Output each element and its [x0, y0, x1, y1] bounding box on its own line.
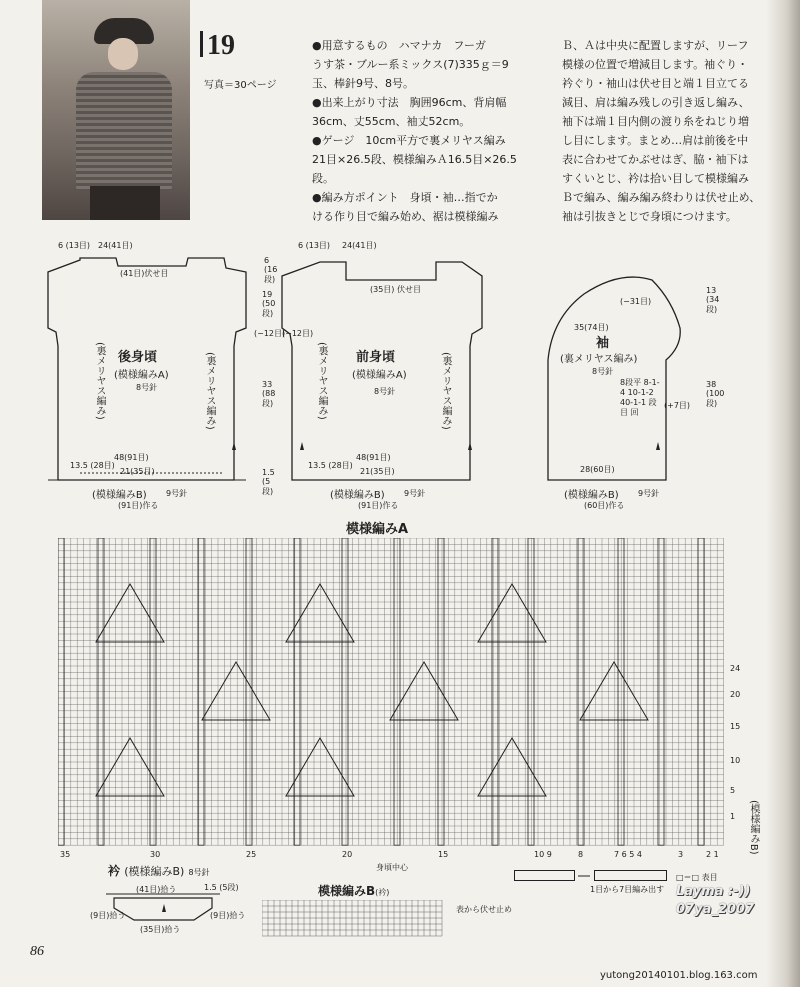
- col-number: 35: [60, 850, 71, 859]
- site-url: yutong20140101.blog.163.com: [600, 970, 758, 981]
- col-number: 3: [678, 850, 684, 859]
- instruction-line: 衿ぐり・袖山は伏せ目と端１目立てる: [562, 77, 749, 90]
- center-label: 身頃中心: [376, 863, 408, 872]
- col-number: 20: [342, 850, 353, 859]
- chart-b-title: [318, 882, 389, 899]
- collar-height: 1.5 (5段): [204, 883, 239, 892]
- front-shoulder: 6 (13目): [298, 241, 331, 250]
- leaf-motif: [286, 584, 354, 642]
- sleeve-width-bottom: 28(60目): [580, 465, 615, 474]
- dim-19: 19 (50段): [262, 290, 276, 318]
- front-bottom-pattern: (模様編みB): [330, 490, 385, 501]
- front-hem-side: 13.5 (28目): [308, 461, 353, 470]
- col-number: 2 1: [706, 850, 719, 859]
- back-side-right: (裏メリヤス編み): [204, 352, 215, 430]
- front-width-mid: 48(91目): [356, 453, 391, 462]
- instruction-line: 模様の位置で増減目します。袖ぐり・: [562, 58, 749, 71]
- pattern-number: [200, 30, 235, 62]
- leaf-motif: [286, 738, 354, 796]
- instruction-line: 表に合わせてかぶせはぎ、脇・袖下は: [562, 153, 749, 166]
- front-title: 前身頃: [356, 350, 396, 365]
- instruction-line: 袖下は端１目内側の渡り糸をねじり増: [562, 115, 749, 128]
- dim-1-5: 1.5 (5段): [262, 468, 275, 496]
- col-number: 7 6 5 4: [614, 850, 642, 859]
- number-bar-icon: [200, 31, 203, 57]
- instruction-line: 減目、肩は編み残しの引き返し編み、: [562, 96, 750, 109]
- back-side-left: (裏メリヤス編み): [94, 342, 105, 420]
- leaf-motif: [580, 662, 648, 720]
- sleeve-increase: (+7目): [664, 401, 691, 410]
- instructions-col2: [562, 36, 774, 226]
- sleeve-bottom-needle: 9号針: [638, 489, 660, 498]
- instruction-line: ●ゲージ 10cm平方で裏メリヤス編み: [312, 134, 506, 147]
- back-bottom-pattern: (模様編みB): [92, 490, 147, 501]
- row-number: 15: [730, 722, 741, 731]
- collar-title-text: 衿: [108, 864, 121, 878]
- legend-blank: □＝□ 表目: [676, 873, 718, 882]
- page-number: 86: [30, 944, 44, 959]
- leaf-motif: [478, 584, 546, 642]
- col-number: 10 9: [534, 850, 552, 859]
- front-bottom-needle: 9号針: [404, 489, 426, 498]
- sleeve-width-top: 35(74目): [574, 323, 609, 332]
- collar-top: (41目)拾う: [136, 885, 177, 894]
- dim-13: 13 (34段): [706, 286, 720, 314]
- instruction-line: 21目×26.5段、模様編みＡ16.5目×26.5: [312, 153, 517, 166]
- instruction-line: Ｂ、Ａは中央に配置しますが、リーフ: [562, 39, 749, 52]
- leaf-motif: [96, 584, 164, 642]
- front-pattern: (模様編みA): [352, 370, 407, 381]
- leaf-motif: [478, 738, 546, 796]
- collar-title: [108, 862, 210, 879]
- legend-increase: 1目から7目編み出す: [590, 885, 665, 894]
- instruction-line: Ｂで編み、編み編み終わりは伏せ止め、: [562, 191, 761, 204]
- row-number: 20: [730, 690, 741, 699]
- chart-a-grid: [58, 538, 728, 848]
- dim-33: 33 (88段): [262, 380, 276, 408]
- back-pattern: (模様編みA): [114, 370, 169, 381]
- front-hem-center: 21(35目): [360, 467, 395, 476]
- instruction-line: すくいとじ、衿は拾い目して模様編み: [562, 172, 749, 185]
- skirt-shape: [90, 186, 160, 220]
- chart-b-note: 表から伏せ止め: [456, 905, 512, 914]
- collar-bottom: (35目)拾う: [140, 925, 181, 934]
- row-number: 10: [730, 756, 741, 765]
- dim-6: 6 (16段): [264, 256, 278, 284]
- sweater-shape: [76, 72, 172, 192]
- back-title: 後身頃: [118, 350, 158, 365]
- back-neck: (41目)伏せ目: [120, 269, 169, 278]
- sleeve-cap: (−31目): [620, 297, 652, 306]
- chart-a-title: 模様編みA: [346, 522, 409, 537]
- back-width-top: 24(41目): [98, 241, 133, 250]
- row-number: 24: [730, 664, 741, 673]
- chart-a-side-label: (模様編みB): [748, 800, 759, 855]
- chart-b-grid: [262, 900, 452, 940]
- back-bottom-needle: 9号針: [166, 489, 188, 498]
- col-number: 30: [150, 850, 161, 859]
- watermark-2: 07ya_2007: [676, 902, 755, 917]
- book-spine-shadow: [766, 0, 800, 987]
- instruction-line: 36cm、丈55cm、袖丈52cm。: [312, 115, 471, 128]
- sleeve-increase-rows: 8段平 8-1-4 10-1-2 40-1-1 段 目 回: [620, 378, 660, 417]
- instruction-line: し目にします。まとめ…肩は前後を中: [562, 134, 749, 147]
- back-hem-side: 13.5 (28目): [70, 461, 115, 470]
- chart-b-title-text: 模様編みB: [318, 884, 376, 898]
- back-shoulder: 6 (13目): [58, 241, 91, 250]
- instructions-col1: [312, 36, 540, 226]
- photo-reference: 写真＝30ページ: [204, 80, 277, 91]
- instruction-line: うす茶・ブルー系ミックス(7)335ｇ＝9: [312, 58, 509, 71]
- instruction-line: ●出来上がり寸法 胸囲96cm、背肩幅: [312, 96, 507, 109]
- dim-38: 38 (100段): [706, 380, 725, 408]
- back-needle: 8号針: [136, 383, 158, 392]
- leaf-motif: [96, 738, 164, 796]
- back-cast-on: (91目)作る: [118, 501, 159, 510]
- instruction-line: ●編み方ポイント 身頃・袖…指でか: [312, 191, 498, 204]
- chart-b-subtitle: (衿): [375, 888, 390, 897]
- pattern-number-text: 19: [207, 30, 235, 61]
- collar-side-left: (9目)拾う: [90, 911, 126, 920]
- sleeve-title: 袖: [596, 336, 610, 351]
- front-side-right: (裏メリヤス編み): [440, 352, 451, 430]
- col-number: 8: [578, 850, 584, 859]
- sleeve-bottom-pattern: (模様編みB): [564, 490, 619, 501]
- front-cast-on: (91目)作る: [358, 501, 399, 510]
- collar-needle: 8号針: [188, 868, 210, 877]
- row-number: 5: [730, 786, 736, 795]
- row-number: 1: [730, 812, 736, 821]
- instruction-line: 段。: [312, 172, 334, 185]
- back-armhole: (−12目): [254, 329, 286, 338]
- instruction-line: 袖は引抜きとじで身頃につけます。: [562, 210, 737, 223]
- chart-b-gridlines: [262, 900, 442, 936]
- front-armhole: (−12目): [282, 329, 314, 338]
- watermark-1: Layma :-)): [676, 884, 751, 899]
- collar-pattern: (模様編みB): [124, 865, 185, 878]
- sleeve-cast-on: (60目)作る: [584, 501, 625, 510]
- col-number: 25: [246, 850, 257, 859]
- col-number: 15: [438, 850, 449, 859]
- front-needle: 8号針: [374, 387, 396, 396]
- instruction-line: ●用意するもの ハマナカ フーガ: [312, 39, 486, 52]
- model-photo: [42, 0, 190, 220]
- face-shape: [108, 38, 138, 70]
- front-side-left: (裏メリヤス編み): [316, 342, 327, 420]
- front-width-top: 24(41目): [342, 241, 377, 250]
- sleeve-needle: 8号針: [592, 367, 614, 376]
- instruction-line: ける作り目で編み始め、裾は模様編み: [312, 210, 499, 223]
- back-width-mid: 48(91目): [114, 453, 149, 462]
- instruction-line: 玉、棒針9号、8号。: [312, 77, 414, 90]
- leaf-motif: [202, 662, 270, 720]
- back-hem-center: 21(35目): [120, 467, 155, 476]
- collar-side-right: (9目)拾う: [210, 911, 246, 920]
- legend-increase-symbol: [514, 870, 674, 882]
- sleeve-pattern: (裏メリヤス編み): [560, 354, 638, 365]
- front-neck-center: (35目) 伏せ目: [370, 285, 421, 294]
